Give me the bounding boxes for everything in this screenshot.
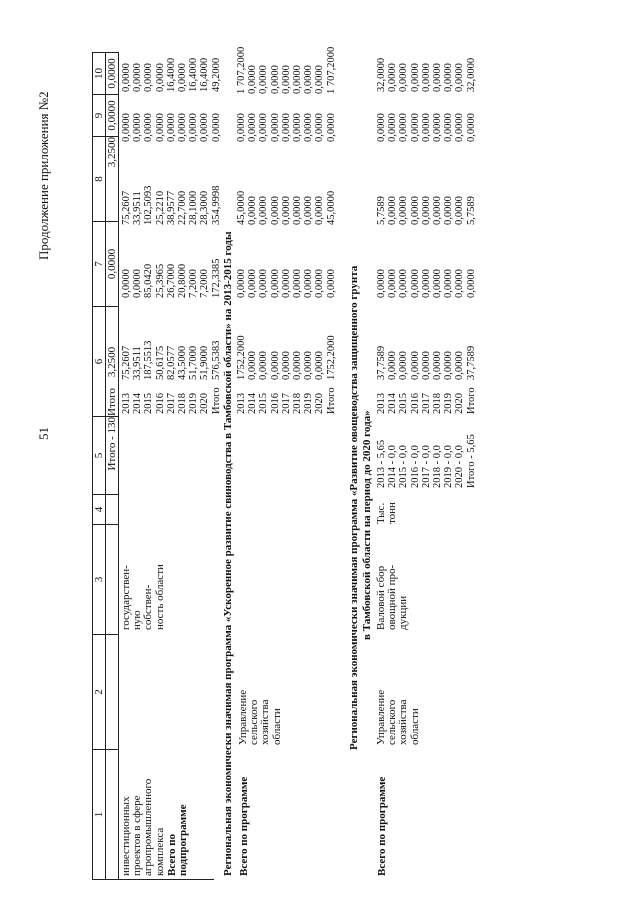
row-c9: 0,0000 [106,95,119,137]
s3-title-line1: Региональная экономически значимая программа «Развитие овощеводства защищенного грунта [348,265,360,750]
s1-col10: 0,0000 0,0000 0,0000 0,0000 16,4000 0,0000 16,4000 16,4000 49,2000 [121,57,222,92]
row-c7: 0,0000 [106,222,119,307]
s3-col7: 0,0000 0,0000 0,0000 0,0000 0,0000 0,0000 0,0000 0,0000 0,0000 [376,269,477,298]
header-col-4: 4 [93,495,106,525]
s2-years: 2013 2014 2015 2016 2017 2018 2019 2020 Итого [236,387,337,414]
s2-col7: 0,0000 0,0000 0,0000 0,0000 0,0000 0,0000 0,0000 0,0000 0,0000 [236,269,337,298]
s3-col5: 2013 - 5,65 2014 - 0,0 2015 - 0,0 2016 - 0,0 2017 - 0,0 2018 - 0,0 2019 - 0,0 2020 - 0,0 Итого - 5,65 [376,434,477,488]
header-col-3: 3 [93,525,106,635]
row-c5: Итого - 130 [106,417,119,495]
header-col-9: 9 [93,95,106,137]
s3-total-label: Всего по программе [376,776,388,876]
row-c6-value: 3,2500 [106,346,118,378]
s2-total-label: Всего по программе [238,776,250,876]
s1-col6: 75,2607 33,9511 187,5513 50,6175 82,0577 43,5000 51,7000 51,9000 576,5383 [121,340,222,380]
column-number-header [92,52,119,880]
header-col-8: 8 [93,137,106,222]
row-c10: 0,0000 [106,53,119,95]
row-c6 [106,307,119,417]
s1-years: 2013 2014 2015 2016 2017 2018 2019 2020 Итого [121,387,222,414]
header-col-7: 7 [93,222,106,307]
s1-col8: 75,2607 33,9511 102,5093 25,2210 38,9577 22,7000 28,1000 28,3000 354,9998 [121,185,222,225]
s3-col10: 32,0000 0,0000 0,0000 0,0000 0,0000 0,0000 0,0000 0,0000 32,0000 [376,57,477,92]
header-col-1: 1 [93,750,106,880]
s3-col3-text: Валовой сбор овощной про- дукции [375,564,410,630]
s2-col8: 45,0000 0,0000 0,0000 0,0000 0,0000 0,0000 0,0000 0,0000 45,0000 [236,190,337,225]
header-col-5: 5 [93,417,106,495]
header-col-2: 2 [93,635,106,750]
s1-col7: 0,0000 0,0000 85,0420 25,3965 26,7000 20,8000 7,2000 7,2000 172,3385 [121,258,222,298]
appendix-title: Продолжение приложения №2 [36,91,51,260]
row-c8: 3,2500 [106,137,119,222]
row-c6-label: Итого [106,388,118,416]
s2-col10: 1 707,2000 0,0000 0,0000 0,0000 0,0000 0,0000 0,0000 0,0000 1 707,2000 [236,46,337,94]
rotated-table-sheet [92,20,640,880]
s1-col3-text: государствен- ную собствен- ность области [120,564,166,630]
s3-title-line2: в Тамбовской области на период до 2020 года» [361,410,373,640]
header-col-10: 10 [93,53,106,95]
s3-col6: 37,7589 0,0000 0,0000 0,0000 0,0000 0,0000 0,0000 0,0000 37,7589 [376,345,477,380]
header-col-6: 6 [93,307,106,417]
s2-title: Региональная экономически значимая программа «Ускоренное развитие свиноводства в Тамбовской области» на 2013-2015 годы [222,231,234,876]
s1-col9: 0,0000 0,0000 0,0000 0,0000 0,0000 0,0000 0,0000 0,0000 0,0000 [121,113,222,142]
s1-total-label: Всего по подпрограмме [166,804,190,876]
s1-col1-text: инвестиционных проектов в сфере агропромышленного комплекса [120,778,166,876]
s3-col9: 0,0000 0,0000 0,0000 0,0000 0,0000 0,0000 0,0000 0,0000 0,0000 [376,113,477,142]
s3-col2-text: Управление сельского хозяйства области [375,689,421,745]
s3-years: 2013 2014 2015 2016 2017 2018 2019 2020 Итого [376,387,477,414]
s2-col2-text: Управление сельского хозяйства области [237,689,283,745]
page-number: 51 [36,427,51,440]
s2-col6: 1752,2000 0,0000 0,0000 0,0000 0,0000 0,0000 0,0000 0,0000 1752,2000 [236,335,337,380]
s2-col9: 0,0000 0,0000 0,0000 0,0000 0,0000 0,0000 0,0000 0,0000 0,0000 [236,113,337,142]
table-left-border [92,879,214,880]
s3-col4-text: Тыс. тонн [375,502,399,524]
s3-col8: 5,7589 0,0000 0,0000 0,0000 0,0000 0,0000 0,0000 0,0000 5,7589 [376,196,477,225]
